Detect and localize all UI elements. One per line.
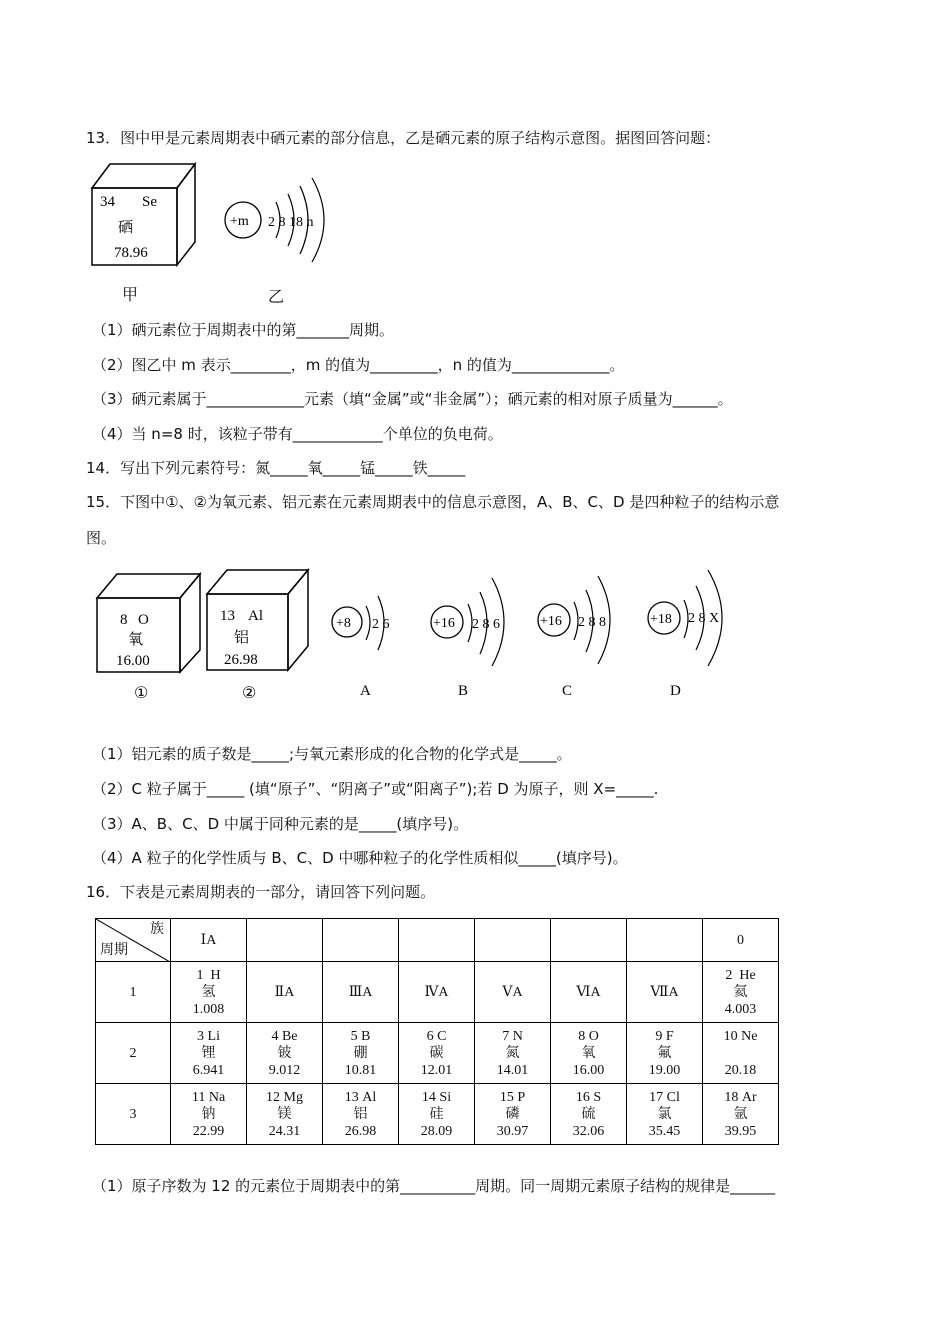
particle-c-nucleus: +16	[540, 614, 562, 629]
se-atom-diagram	[225, 178, 324, 262]
o-mass: 16.00	[116, 653, 150, 669]
group-label-cell: ⅥA	[551, 962, 627, 1023]
o-number: 8	[120, 612, 128, 628]
se-number: 34	[100, 194, 115, 210]
element-cell: 12 Mg 镁 24.31	[247, 1084, 323, 1145]
group-label-cell: ⅡA	[247, 962, 323, 1023]
group-header: 0	[703, 919, 779, 962]
se-element-tile	[92, 164, 195, 265]
o-element-tile	[97, 574, 200, 702]
q13-sub1: （1）硒元素位于周期表中的第_______周期。	[92, 321, 395, 339]
particle-d-label: D	[670, 683, 681, 699]
q15-figure	[92, 560, 752, 710]
period-cell: 2	[96, 1023, 171, 1084]
se-mass: 78.96	[114, 245, 148, 261]
element-cell: 13 Al 铝 26.98	[323, 1084, 399, 1145]
period-cell: 1	[96, 962, 171, 1023]
group-header: ⅠA	[171, 919, 247, 962]
group-header	[551, 919, 627, 962]
q15-sub1: （1）铝元素的质子数是_____;与氧元素形成的化合物的化学式是_____。	[92, 745, 572, 763]
group-header	[627, 919, 703, 962]
label-yi: 乙	[268, 289, 285, 306]
group-header	[475, 919, 551, 962]
element-cell: 17 Cl 氯 35.45	[627, 1084, 703, 1145]
corner-period-label: 周期	[100, 943, 128, 958]
q13-sub3: （3）硒元素属于_____________元素（填“金属”或“非金属”）；硒元素的相对原子质量为______。	[92, 390, 733, 408]
period-cell: 3	[96, 1084, 171, 1145]
se-nucleus: +m	[230, 214, 249, 229]
group-label-cell: ⅢA	[323, 962, 399, 1023]
element-cell-h: 1 H 氢 1.008	[171, 962, 247, 1023]
element-cell: 18 Ar 氩 39.95	[703, 1084, 779, 1145]
particle-b-label: B	[458, 683, 469, 699]
al-symbol: Al	[248, 608, 263, 624]
particle-c-shells: 2 8 8	[578, 615, 606, 630]
element-cell-ne: 10 Ne 20.18	[703, 1023, 779, 1084]
group-header	[399, 919, 475, 962]
particle-c-label: C	[562, 683, 573, 699]
particle-a-shells: 2 6	[372, 617, 390, 632]
element-cell: 5 B 硼 10.81	[323, 1023, 399, 1084]
q15-stem-line2: 图。	[86, 529, 117, 547]
element-cell: 4 Be 铍 9.012	[247, 1023, 323, 1084]
particle-b-shells: 2 8 6	[472, 617, 500, 632]
q16-stem: 16．下表是元素周期表的一部分，请回答下列问题。	[86, 883, 436, 901]
al-number: 13	[220, 608, 235, 624]
table-corner-cell	[96, 919, 171, 962]
al-name: 铝	[234, 630, 250, 646]
al-mass: 26.98	[224, 652, 258, 668]
particle-b-nucleus: +16	[433, 616, 455, 631]
al-element-tile	[207, 570, 308, 702]
q16-sub1: （1）原子序数为 12 的元素位于周期表中的第__________周期。同一周期元素原子结构的规律是______	[92, 1177, 776, 1195]
element-cell: 16 S 硫 32.06	[551, 1084, 627, 1145]
table-row	[96, 962, 779, 1023]
table-header-row	[96, 919, 779, 962]
q15-stem-line1: 15．下图中①、②为氧元素、铝元素在元素周期表中的信息示意图，A、B、C、D 是四种粒子的结构示意	[86, 493, 780, 511]
group-header	[247, 919, 323, 962]
element-cell: 8 O 氧 16.00	[551, 1023, 627, 1084]
group-header	[323, 919, 399, 962]
q14-stem: 14．写出下列元素符号：氮_____氧_____锰_____铁_____	[86, 459, 466, 477]
q15-sub3: （3）A、B、C、D 中属于同种元素的是_____(填序号)。	[92, 815, 469, 833]
element-cell: 14 Si 硅 28.09	[399, 1084, 475, 1145]
particle-b	[431, 578, 504, 699]
particle-a-label: A	[360, 683, 371, 699]
o-symbol: O	[138, 612, 149, 628]
element-cell: 15 P 磷 30.97	[475, 1084, 551, 1145]
element-cell: 6 C 碳 12.01	[399, 1023, 475, 1084]
particle-d	[648, 570, 722, 699]
element-cell: 11 Na 钠 22.99	[171, 1084, 247, 1145]
table-row	[96, 1084, 779, 1145]
q15-sub2: （2）C 粒子属于_____ (填“原子”、“阴离子”或“阳离子”);若 D 为原子，则 X=_____.	[92, 780, 659, 798]
particle-a-nucleus: +8	[336, 616, 351, 631]
label-circle-2: ②	[242, 685, 257, 702]
particle-a	[332, 596, 390, 699]
q15-sub4: （4）A 粒子的化学性质与 B、C、D 中哪种粒子的化学性质相似_____(填序号)。	[92, 849, 628, 867]
o-name: 氧	[128, 632, 144, 648]
q13-sub4: （4）当 n=8 时，该粒子带有____________个单位的负电荷。	[92, 425, 503, 443]
element-cell: 7 N 氮 14.01	[475, 1023, 551, 1084]
q13-stem: 13．图中甲是元素周期表中硒元素的部分信息，乙是硒元素的原子结构示意图。据图回答问题：	[86, 129, 721, 147]
element-cell: 3 Li 锂 6.941	[171, 1023, 247, 1084]
table-row	[96, 1023, 779, 1084]
group-label-cell: ⅤA	[475, 962, 551, 1023]
group-label-cell: ⅦA	[627, 962, 703, 1023]
se-symbol: Se	[142, 194, 157, 210]
group-label-cell: ⅣA	[399, 962, 475, 1023]
particle-d-shells: 2 8 X	[688, 611, 720, 626]
q13-sub2: （2）图乙中 m 表示________，m 的值为_________，n 的值为_____________。	[92, 356, 625, 374]
element-cell-he: 2 He 氦 4.003	[703, 962, 779, 1023]
periodic-table	[95, 918, 779, 1145]
se-name: 硒	[118, 220, 134, 236]
element-cell: 9 F 氟 19.00	[627, 1023, 703, 1084]
particle-d-nucleus: +18	[650, 612, 672, 627]
label-jia: 甲	[122, 287, 139, 304]
se-shells: 2 8 18 n	[268, 215, 314, 230]
label-circle-1: ①	[134, 685, 149, 702]
corner-group-label: 族	[150, 922, 164, 937]
particle-c	[538, 576, 610, 699]
